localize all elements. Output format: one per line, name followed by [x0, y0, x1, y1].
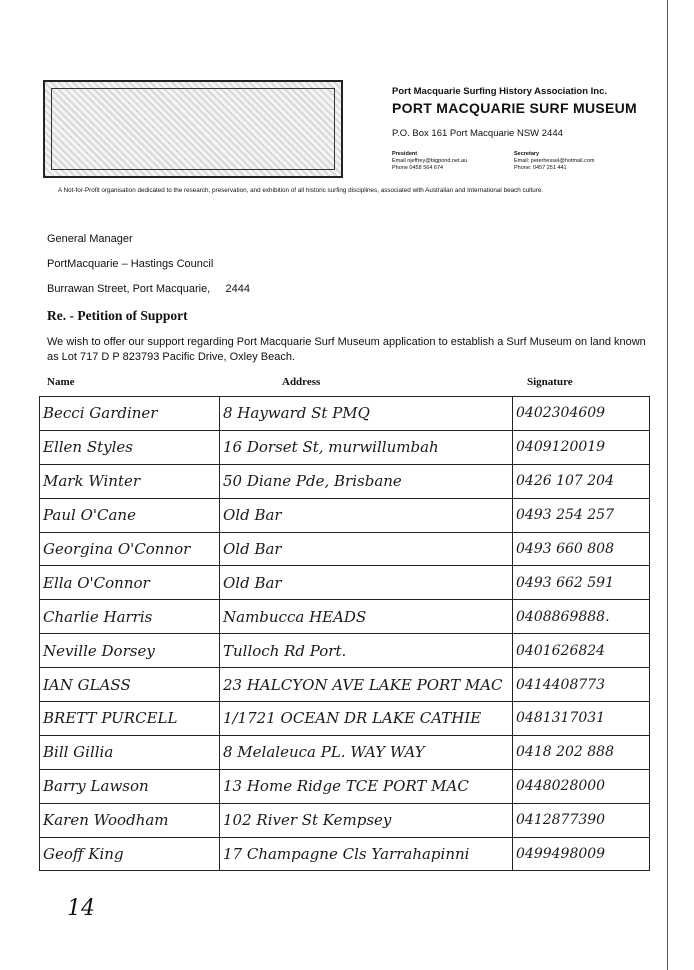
- signature-cell: 0402304609: [513, 397, 650, 431]
- address-cell: Nambucca HEADS: [220, 600, 513, 634]
- table-row: [40, 668, 650, 702]
- table-row: [40, 600, 650, 634]
- table-row: [40, 566, 650, 600]
- signature-cell: 0409120019: [513, 430, 650, 464]
- address-cell: Old Bar: [220, 566, 513, 600]
- president-phone: Phone 0458 564 674: [392, 165, 444, 171]
- address-cell: 1/1721 OCEAN DR LAKE CATHIE: [220, 702, 513, 736]
- secretary-email: Email: peterhessel@hotmail.com: [514, 158, 595, 164]
- table-row: [40, 634, 650, 668]
- org-po-box: P.O. Box 161 Port Macquarie NSW 2444: [392, 128, 563, 139]
- address-cell: 50 Diane Pde, Brisbane: [220, 464, 513, 498]
- secretary-title: Secretary: [514, 151, 540, 157]
- table-row: [40, 769, 650, 803]
- name-cell: Charlie Harris: [40, 600, 220, 634]
- address-cell: 13 Home Ridge TCE PORT MAC: [220, 769, 513, 803]
- name-cell: Ella O'Connor: [40, 566, 220, 600]
- signature-cell: 0426 107 204: [513, 464, 650, 498]
- address-cell: 23 HALCYON AVE LAKE PORT MAC: [220, 668, 513, 702]
- table-row: [40, 430, 650, 464]
- signature-cell: 0493 660 808: [513, 532, 650, 566]
- table-row: [40, 498, 650, 532]
- recipient-line-3: Burrawan Street, Port Macquarie, 2444: [47, 283, 250, 295]
- address-cell: 16 Dorset St, murwillumbah: [220, 430, 513, 464]
- petition-subject: Re. - Petition of Support: [47, 308, 188, 323]
- recipient-line-1: General Manager: [47, 233, 133, 245]
- signature-cell: 0414408773: [513, 668, 650, 702]
- petition-body: We wish to offer our support regarding Port Macquarie Surf Museum application to establish a Surf Museum on land known as Lot 717 D P 823793 Pacific Drive, Oxley Beach.: [47, 336, 646, 363]
- president-email: Email njeffrey@bigpond.net.au: [392, 158, 468, 164]
- address-cell: Old Bar: [220, 498, 513, 532]
- org-association-name: Port Macquarie Surfing History Association Inc.: [392, 86, 608, 97]
- name-cell: BRETT PURCELL: [40, 702, 220, 736]
- signature-cell: 0448028000: [513, 769, 650, 803]
- president-contact: [392, 151, 467, 172]
- recipient-line-2: PortMacquarie – Hastings Council: [47, 258, 214, 270]
- table-row: [40, 803, 650, 837]
- secretary-phone: Phone: 0457 251 441: [514, 165, 567, 171]
- signature-cell: 0493 254 257: [513, 498, 650, 532]
- signature-cell: 0499498009: [513, 837, 650, 871]
- table-row: [40, 735, 650, 769]
- signature-cell: 0408869888.: [513, 600, 650, 634]
- table-row: [40, 837, 650, 871]
- table-row: [40, 397, 650, 431]
- name-cell: Geoff King: [40, 837, 220, 871]
- table-row: [40, 464, 650, 498]
- address-cell: Tulloch Rd Port.: [220, 634, 513, 668]
- name-cell: Georgina O'Connor: [40, 532, 220, 566]
- org-museum-name: PORT MACQUARIE SURF MUSEUM: [392, 100, 638, 116]
- column-header-name: Name: [47, 376, 75, 388]
- signature-cell: 0412877390: [513, 803, 650, 837]
- column-header-signature: Signature: [527, 376, 573, 388]
- page-number: 14: [67, 896, 95, 921]
- address-cell: Old Bar: [220, 532, 513, 566]
- column-header-address: Address: [282, 376, 321, 388]
- name-cell: Paul O'Cane: [40, 498, 220, 532]
- petition-table: [39, 396, 650, 871]
- address-cell: 17 Champagne Cls Yarrahapinni: [220, 837, 513, 871]
- table-row: [40, 702, 650, 736]
- name-cell: IAN GLASS: [40, 668, 220, 702]
- name-cell: Neville Dorsey: [40, 634, 220, 668]
- signature-cell: 0493 662 591: [513, 566, 650, 600]
- name-cell: Ellen Styles: [40, 430, 220, 464]
- name-cell: Mark Winter: [40, 464, 220, 498]
- org-tagline: A Not-for-Profit organisation dedicated to the research, preservation, and exhibition of all historic surfing disciplines, associated with Australian and International beach culture.: [58, 187, 544, 194]
- scan-edge-line: [667, 0, 668, 970]
- address-cell: 102 River St Kempsey: [220, 803, 513, 837]
- name-cell: Karen Woodham: [40, 803, 220, 837]
- signature-cell: 0481317031: [513, 702, 650, 736]
- name-cell: Becci Gardiner: [40, 397, 220, 431]
- name-cell: Barry Lawson: [40, 769, 220, 803]
- address-cell: 8 Hayward St PMQ: [220, 397, 513, 431]
- president-title: President: [392, 151, 418, 157]
- signature-cell: 0418 202 888: [513, 735, 650, 769]
- signature-cell: 0401626824: [513, 634, 650, 668]
- table-row: [40, 532, 650, 566]
- name-cell: Bill Gillia: [40, 735, 220, 769]
- museum-logo: [43, 80, 343, 178]
- address-cell: 8 Melaleuca PL. WAY WAY: [220, 735, 513, 769]
- secretary-contact: [514, 151, 594, 172]
